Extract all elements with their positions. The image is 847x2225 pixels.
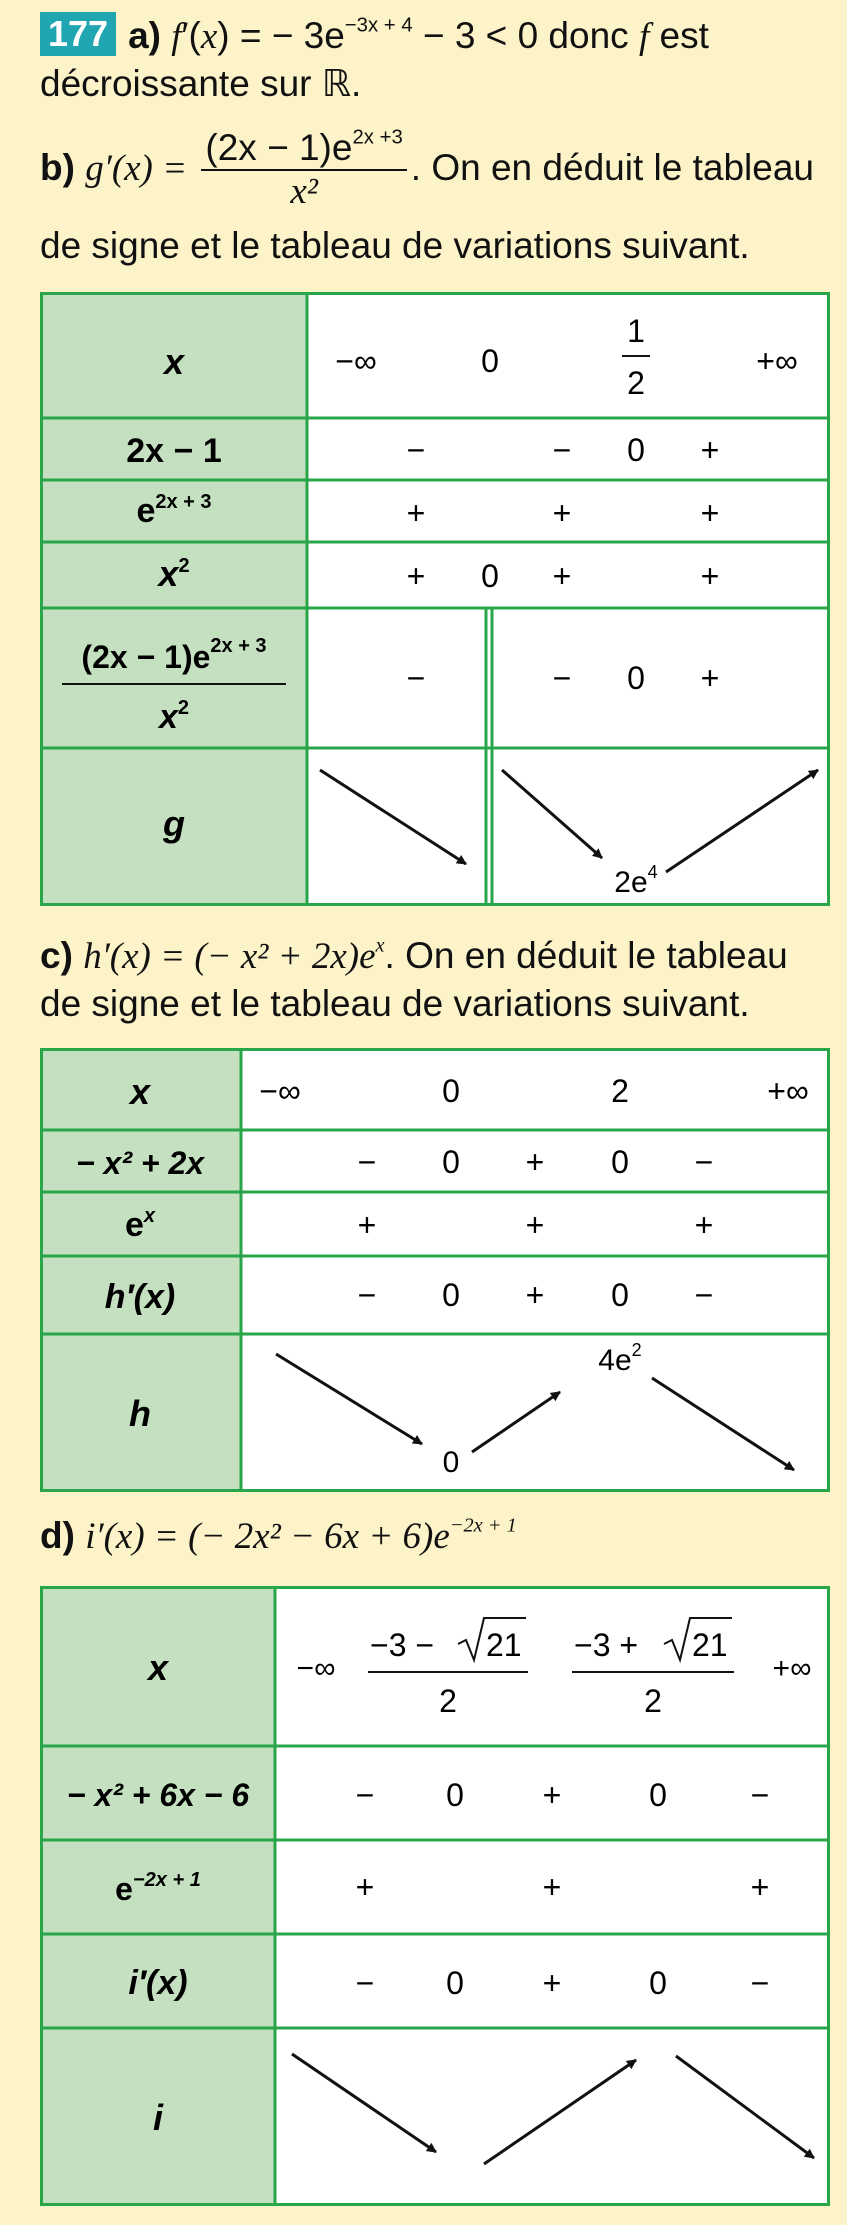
g-row4-sign: −: [552, 660, 572, 696]
h-header-x: x: [129, 1071, 151, 1112]
i-row1-sign: 0: [446, 1777, 464, 1813]
h-row1-sign: +: [525, 1144, 545, 1180]
h-row4-label: h: [129, 1393, 151, 1434]
g-x-half-num: 1: [627, 313, 645, 349]
h-row2-sign: +: [694, 1207, 714, 1243]
g-row2-sign: +: [406, 495, 426, 531]
g-row4-sign: +: [700, 660, 720, 696]
h-max-value: $4e^2$: [598, 1340, 642, 1377]
g-row2-sign: +: [700, 495, 720, 531]
part-b-numerator: $(2x - 1)e^{2x +3}$: [201, 127, 406, 171]
part-a-text4: est: [649, 15, 709, 56]
h-row1-label: − x² + 2x: [75, 1145, 205, 1181]
part-a-label: a): [128, 15, 161, 56]
g-row3-sign: +: [406, 558, 426, 594]
h-x-value: +∞: [767, 1073, 809, 1109]
g-x-pos-inf: +∞: [756, 343, 798, 379]
h-row1-sign: 0: [611, 1144, 629, 1180]
exercise-number-badge: 177: [40, 12, 116, 56]
i-x-root1-rad: 21: [486, 1627, 522, 1663]
i-row2-sign: +: [542, 1869, 562, 1905]
i-row2-sign: +: [355, 1869, 375, 1905]
h-row2-label: $e^x$: [124, 1205, 156, 1244]
part-c-line1: [40, 932, 788, 981]
h-row1-sign: −: [357, 1144, 377, 1180]
h-x-value: −∞: [259, 1073, 301, 1109]
part-c-expr: h′(x) = (− x² + 2x)e: [83, 936, 376, 977]
g-x-half-den: 2: [627, 365, 645, 401]
variation-table-g: [40, 292, 830, 906]
h-row2-sign: +: [357, 1207, 377, 1243]
i-row3-label: i′(x): [128, 1964, 188, 2002]
variation-table-i: [40, 1586, 830, 2206]
h-x-value: 2: [611, 1073, 629, 1109]
variation-table-h: [40, 1048, 830, 1492]
h-row1-sign: −: [694, 1144, 714, 1180]
i-x-root2-den: 2: [644, 1683, 662, 1719]
g-row2-label: $e^{2x + 3}$: [136, 491, 212, 530]
i-row3-sign: −: [355, 1965, 375, 2001]
i-row1-sign: −: [355, 1777, 375, 1813]
part-c-after: . On en déduit le tableau: [384, 935, 788, 976]
i-row1-label: − x² + 6x − 6: [66, 1777, 250, 1813]
part-c-exponent: x: [375, 934, 385, 957]
g-row1-sign: −: [406, 432, 426, 468]
part-b-label: b): [40, 147, 75, 188]
part-d-exponent: −2x + 1: [449, 1514, 517, 1537]
i-row1-sign: +: [542, 1777, 562, 1813]
part-c-line2: de signe et le tableau de variations suivant.: [40, 983, 750, 1024]
i-row3-sign: 0: [446, 1965, 464, 2001]
g-min-value: $2e^4$: [614, 862, 658, 899]
g-row2-sign: +: [552, 495, 572, 531]
i-x-root1-num: −3 −: [370, 1627, 435, 1663]
part-a-text3: − 3 < 0 donc: [412, 15, 639, 56]
h-row3-sign: −: [694, 1277, 714, 1313]
g-row4-sign: −: [406, 660, 426, 696]
g-row3-sign: +: [700, 558, 720, 594]
i-x-root2-rad: 21: [692, 1627, 728, 1663]
g-row3-sign: +: [552, 558, 572, 594]
part-a-exponent: −3x + 4: [344, 14, 413, 37]
part-b-lhs: g′(x) =: [85, 148, 188, 189]
i-header-x: x: [147, 1647, 169, 1688]
h-row2-sign: +: [525, 1207, 545, 1243]
h-x-value: 0: [442, 1073, 460, 1109]
part-b-num-exponent: 2x +3: [352, 126, 403, 149]
part-b-after: . On en déduit le tableau: [410, 147, 814, 188]
g-row4-label-den: $x^2$: [158, 697, 190, 736]
i-x-pos-inf: +∞: [772, 1652, 812, 1685]
g-row4-label-num: $(2x - 1)e^{2x + 3}$: [81, 635, 267, 675]
g-x-zero: 0: [481, 343, 499, 379]
part-c-label: c): [40, 935, 73, 976]
h-row3-sign: +: [525, 1277, 545, 1313]
g-row4-sign: 0: [627, 660, 645, 696]
part-b-fraction: [201, 127, 406, 213]
i-row3-sign: +: [542, 1965, 562, 2001]
part-a-line2: décroissante sur ℝ.: [40, 63, 362, 104]
g-row3-label: $x^2$: [158, 553, 190, 594]
i-row2-label: $e^{-2x + 1}$: [115, 1869, 201, 1907]
g-x-neg-inf: −∞: [335, 343, 377, 379]
part-a-fname2: f: [638, 16, 650, 57]
part-b-denominator: x²: [290, 171, 318, 213]
i-row2-sign: +: [750, 1869, 770, 1905]
h-row3-sign: 0: [442, 1277, 460, 1313]
part-a-text1: ′(: [181, 15, 201, 56]
part-a-fname: f: [171, 16, 182, 57]
i-row4-label: i: [152, 2097, 164, 2138]
i-x-neg-inf: −∞: [296, 1652, 336, 1685]
h-row1-sign: 0: [442, 1144, 460, 1180]
g-row1-sign: +: [700, 432, 720, 468]
h-row3-label: h′(x): [104, 1278, 176, 1316]
i-row1-sign: −: [750, 1777, 770, 1813]
i-row3-sign: 0: [649, 1965, 667, 2001]
h-min-value: 0: [442, 1446, 460, 1479]
part-b-line2: de signe et le tableau de variations suivant.: [40, 225, 750, 266]
i-row1-sign: 0: [649, 1777, 667, 1813]
part-d-label: d): [40, 1515, 75, 1556]
i-x-root2-num: −3 +: [574, 1627, 639, 1663]
h-row3-sign: 0: [611, 1277, 629, 1313]
g-row1-sign: −: [552, 432, 572, 468]
g-row3-sign: 0: [481, 558, 499, 594]
part-d-line1: [40, 1512, 517, 1561]
g-row1-label: 2x − 1: [126, 432, 222, 470]
h-row3-sign: −: [357, 1277, 377, 1313]
g-row5-label: g: [163, 803, 185, 844]
g-header-x: x: [163, 341, 185, 382]
part-d-expr: i′(x) = (− 2x² − 6x + 6)e: [85, 1516, 450, 1557]
i-x-root1-den: 2: [439, 1683, 457, 1719]
g-row1-sign: 0: [627, 432, 645, 468]
part-a-text2: ) = − 3e: [217, 15, 345, 56]
part-b-line1: [40, 118, 814, 219]
part-a-line1: 177 a) f′(x) = − $3e^{-3x + 4} - 3 < 0$ donc f est: [40, 12, 709, 61]
i-row3-sign: −: [750, 1965, 770, 2001]
